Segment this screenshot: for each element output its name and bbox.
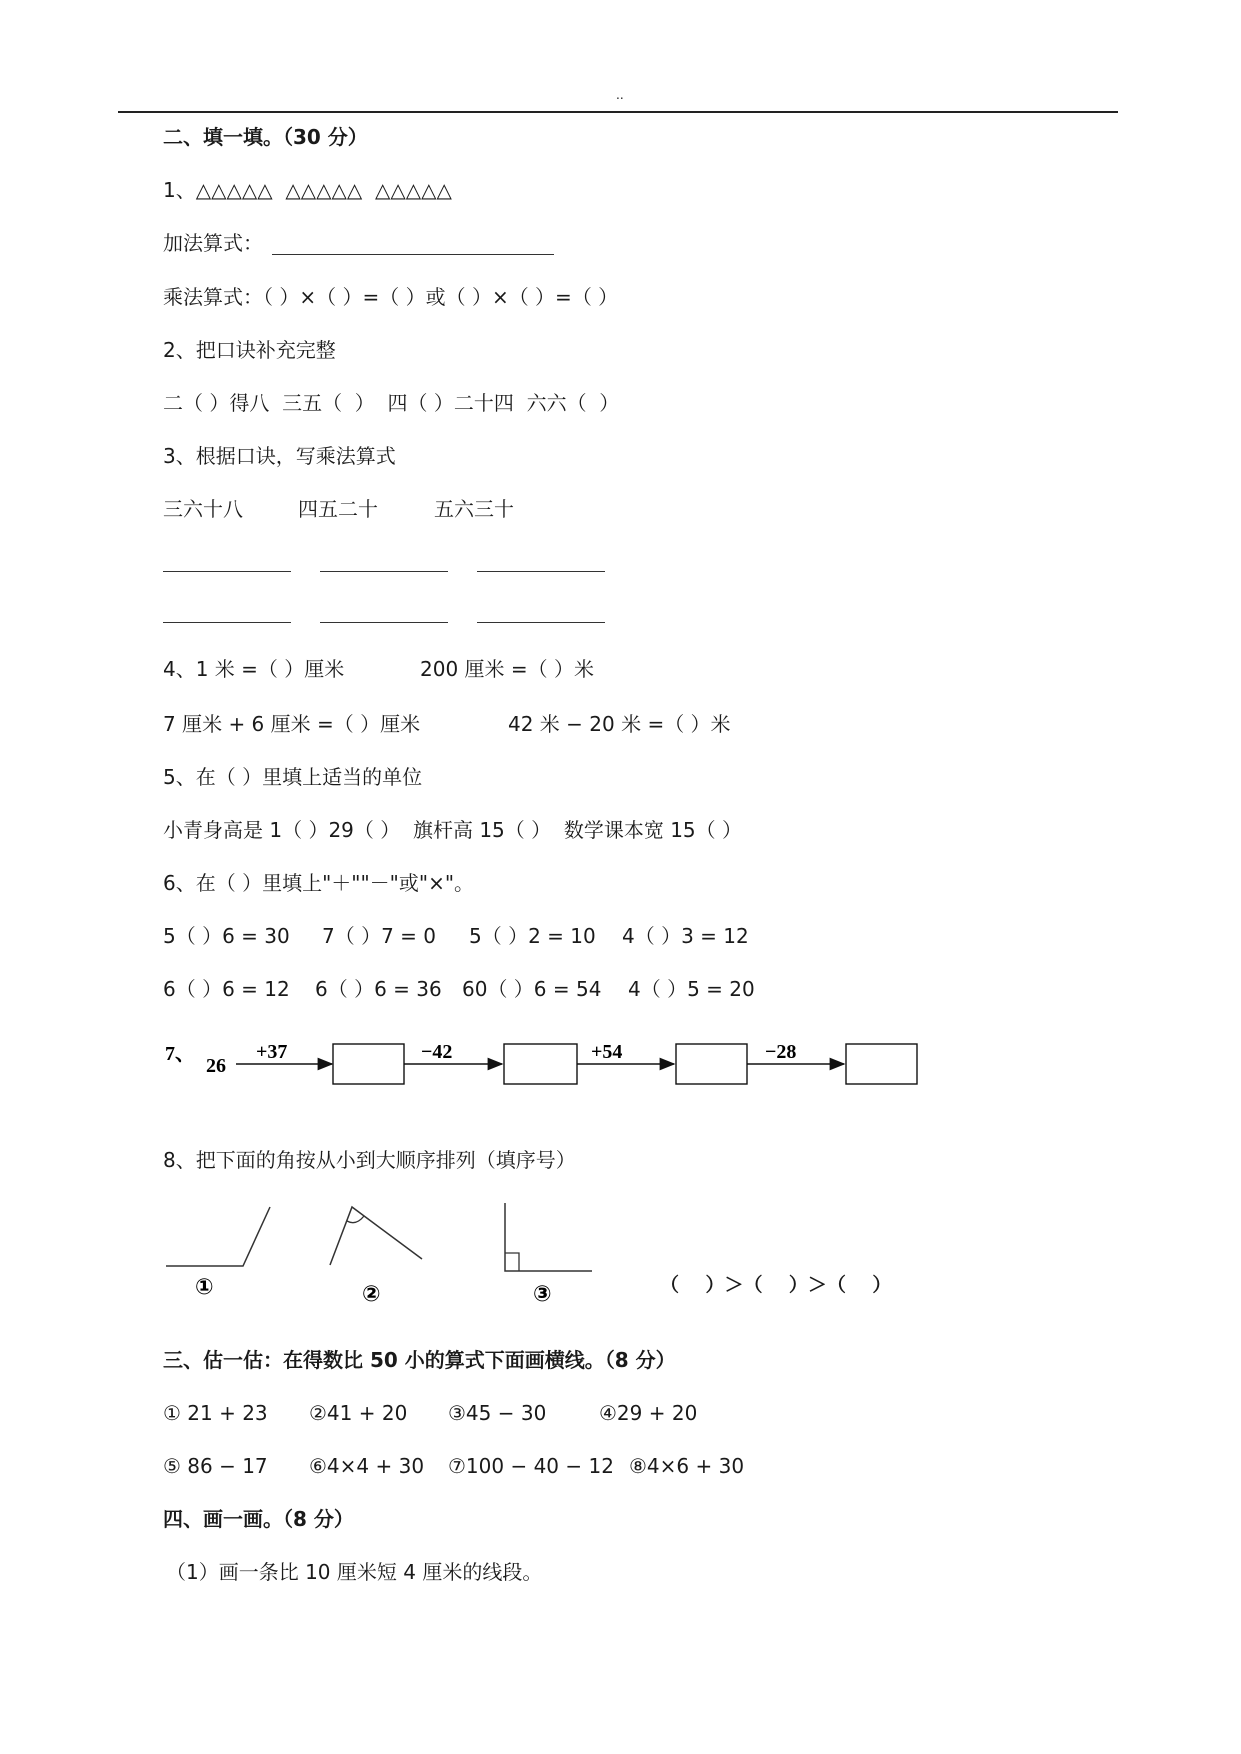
estimate-item: ① 21 + 23 — [163, 1401, 268, 1425]
q3-item-1: 三六十八 — [163, 497, 243, 521]
q7-step-label: +37 — [256, 1041, 288, 1063]
angle-3-label: ③ — [533, 1282, 552, 1307]
q4-item-a: 4、1 米 =（ ）厘米 — [163, 657, 345, 681]
section2-title: 二、填一填。（30 分） — [163, 125, 368, 149]
q6-item: 6（ ）6 = 36 — [315, 977, 442, 1001]
angle-2-label: ② — [362, 1282, 381, 1307]
q7-step-label: +54 — [591, 1041, 623, 1063]
q5-prompt: 5、在（ ）里填上适当的单位 — [163, 765, 423, 789]
q6-item: 4（ ）3 = 12 — [622, 924, 749, 948]
q6-item: 7（ ）7 = 0 — [322, 924, 437, 948]
angle-1-label: ① — [195, 1275, 214, 1300]
q6-item: 5（ ）2 = 10 — [469, 924, 596, 948]
q6-item: 60（ ）6 = 54 — [462, 977, 602, 1001]
angle-3-figure — [505, 1203, 592, 1271]
q7-step-label: −42 — [421, 1041, 453, 1063]
q6-item: 5（ ）6 = 30 — [163, 924, 290, 948]
angle-2-arc — [347, 1216, 364, 1223]
q6-prompt: 6、在（ ）里填上"＋""－"或"×"。 — [163, 871, 475, 895]
q3-item-3: 五六三十 — [434, 497, 514, 521]
q1-triangles: 1、△△△△△ △△△△△ △△△△△ — [163, 178, 452, 202]
q7-step-label: −28 — [765, 1041, 797, 1063]
q8-order-blanks: （ ）＞（ ）＞（ ） — [660, 1274, 892, 1296]
estimate-item: ⑤ 86 − 17 — [163, 1454, 268, 1478]
q8-prompt: 8、把下面的角按从小到大顺序排列（填序号） — [163, 1148, 576, 1172]
q7-label: 7、 — [165, 1043, 195, 1065]
q4-item-c: 7 厘米 + 6 厘米 =（ ）厘米 — [163, 712, 421, 736]
q3-item-2: 四五二十 — [298, 497, 378, 521]
header-mark: .. — [616, 88, 624, 102]
q5-line: 小青身高是 1（ ）29（ ） 旗杆高 15（ ） 数学课本宽 15（ ） — [163, 818, 743, 842]
section3-title: 三、估一估：在得数比 50 小的算式下面画横线。（8 分） — [163, 1348, 676, 1372]
estimate-item: ③45 − 30 — [448, 1401, 547, 1425]
estimate-item: ⑧4×6 + 30 — [629, 1454, 745, 1478]
q6-item: 4（ ）5 = 20 — [628, 977, 755, 1001]
q6-item: 6（ ）6 = 12 — [163, 977, 290, 1001]
q4-item-b: 200 厘米 =（ ）米 — [420, 657, 595, 681]
right-angle-mark — [505, 1253, 519, 1271]
estimate-item: ⑦100 − 40 − 12 — [448, 1454, 614, 1478]
estimate-item: ②41 + 20 — [309, 1401, 408, 1425]
q2-prompt: 2、把口诀补充完整 — [163, 338, 336, 362]
draw-question-1: （1）画一条比 10 厘米短 4 厘米的线段。 — [166, 1560, 543, 1584]
q4-item-d: 42 米 − 20 米 =（ ）米 — [508, 712, 731, 736]
angle-1-figure — [166, 1207, 270, 1266]
q7-start-number: 26 — [206, 1055, 226, 1077]
q3-prompt: 3、根据口诀，写乘法算式 — [163, 444, 396, 468]
section4-title: 四、画一画。（8 分） — [163, 1507, 354, 1531]
estimate-item: ⑥4×4 + 30 — [309, 1454, 425, 1478]
q2-line: 二（ ）得八 三五（ ） 四（ ）二十四 六六（ ） — [163, 391, 620, 415]
addition-label: 加法算式： — [163, 231, 263, 255]
estimate-item: ④29 + 20 — [599, 1401, 698, 1425]
multiplication-line: 乘法算式：（ ）×（ ）=（ ）或（ ）×（ ）=（ ） — [163, 285, 619, 309]
angle-2-figure — [330, 1207, 422, 1265]
